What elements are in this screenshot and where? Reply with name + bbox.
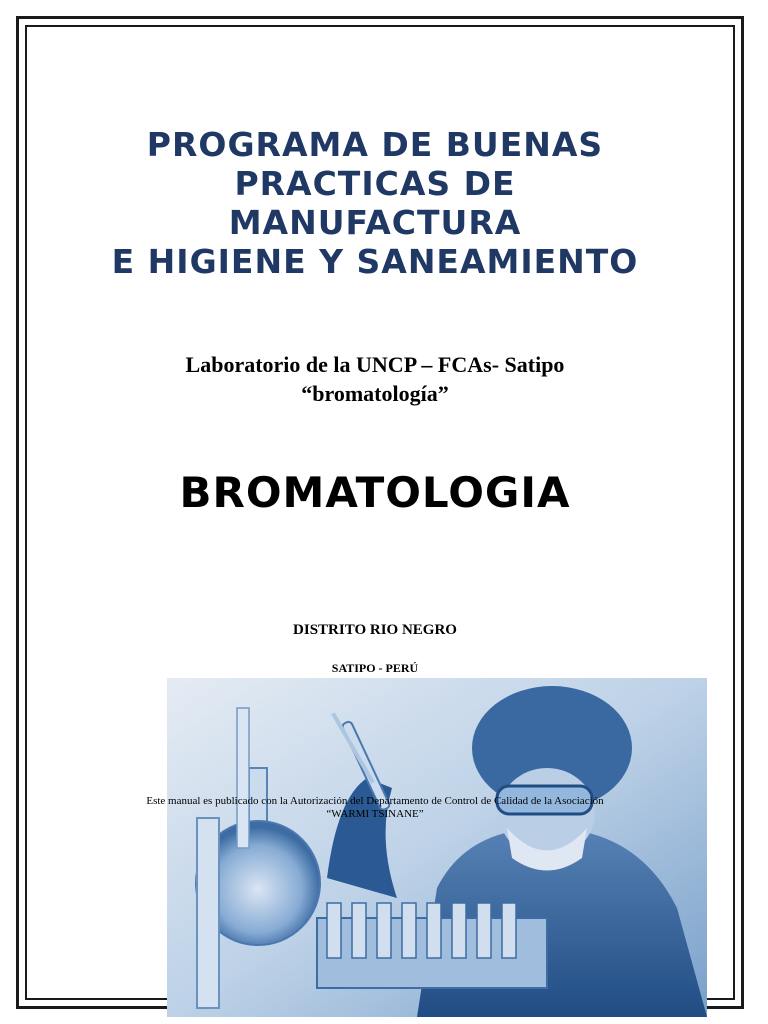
document-title xyxy=(60,125,690,281)
subtitle-line-2: “bromatología” xyxy=(301,381,449,406)
subtitle-line-1: Laboratorio de la UNCP – FCAs- Satipo xyxy=(185,352,565,377)
credit-line-2: “WARMI TSINANE” xyxy=(326,808,424,820)
title-line-3: MANUFACTURA xyxy=(228,203,522,242)
document-subtitle xyxy=(60,350,690,408)
title-line-2: PRACTICAS DE xyxy=(234,164,516,203)
publication-credit xyxy=(90,795,660,821)
laboratory-photo xyxy=(167,678,707,1017)
title-line-1: PROGRAMA DE BUENAS xyxy=(146,125,604,164)
district-label: DISTRITO RIO NEGRO xyxy=(293,622,457,638)
main-heading: BROMATOLOGIA xyxy=(179,468,571,517)
place-label: SATIPO - PERÚ xyxy=(331,661,419,675)
laboratory-scientist-image xyxy=(167,678,707,1017)
title-line-4: E HIGIENE Y SANEAMIENTO xyxy=(111,242,639,281)
credit-line-1: Este manual es publicado con la Autorización del Departamento de Control de Calidad de la Asociación xyxy=(146,795,604,807)
